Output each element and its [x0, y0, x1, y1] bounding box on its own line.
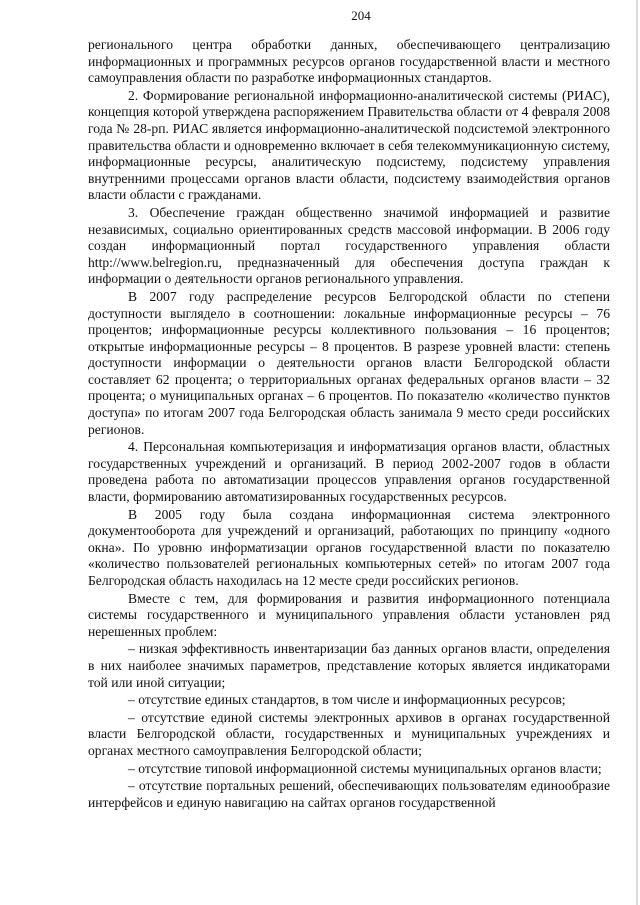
scan-edge	[636, 0, 638, 905]
body-text	[88, 37, 610, 811]
paragraph: 3. Обеспечение граждан общественно значимой информацией и развитие независимых, социально ориентированных средств массовой информации. В 2006 году создан информационный портал государственного управления области http://www.belregion.ru, предназначенный для обеспечения доступа граждан к информации о деятельности органов регионального управления.	[88, 204, 610, 287]
paragraph: Вместе с тем, для формирования и развития информационного потенциала системы государственного и муниципального управления области установлен ряд нерешенных проблем:	[88, 590, 610, 639]
list-item: – отсутствие единых стандартов, в том числе и информационных ресурсов;	[128, 692, 566, 708]
list-item: – низкая эффективность инвентаризации баз данных органов власти, определения в них наиболее значимых параметров, представление которых является индикаторами той или иной ситуации;	[88, 641, 610, 690]
list-item: – отсутствие единой системы электронных архивов в органах государственной власти Белгородской области, государственных и муниципальных учреждениях и органах местного самоуправления Белгородской области;	[88, 709, 610, 758]
page-number: 204	[351, 8, 371, 23]
list-item: – отсутствие портальных решений, обеспечивающих пользователям единообразие интерфейсов и единую навигацию на сайтах органов государственной	[88, 778, 610, 810]
paragraph: В 2005 году была создана информационная система электронного документооборота для учреждений и организаций, работающих по принципу «одного окна». По уровню информатизации органов государственной власти по показателю «количество пользователей региональных компьютерных сетей» по итогам 2007 года Белгородская область находилась на 12 месте среди российских регионов.	[88, 506, 610, 588]
paragraph: 4. Персональная компьютеризация и информатизация органов власти, областных государственных учреждений и организаций. В период 2002-2007 годов в области проведена работа по автоматизации процессов управления органов государственной власти, формированию автоматизированных государственных ресурсов.	[88, 439, 610, 505]
paragraph: В 2007 году распределение ресурсов Белгородской области по степени доступности выглядело в соотношении: локальные информационные ресурсы – 76 процентов; информационные ресурсы коллективного пользования – 16 процентов; открытые информационные ресурсы – 8 процентов. В разрезе уровней власти: степень доступности информации о деятельности органов власти Белгородской области составляет 62 процента; о территориальных органах федеральных органов власти – 32 процента; о муниципальных органах – 6 процентов. По показателю «количество пунктов доступа» по итогам 2007 года Белгородская область занимала 9 место среди российских регионов.	[88, 288, 610, 437]
paragraph: 2. Формирование региональной информационно-аналитической системы (РИАС), концепция которой утверждена распоряжением Правительства области от 4 февраля 2008 года № 28-рп. РИАС является информационно-аналитической подсистемой электронного правительства области и одновременно включает в себя телекоммуникационную систему, информационные ресурсы, аналитическую подсистему, подсистему управления внутренними процессами органов власти области, подсистему взаимодействия органов власти области с гражданами.	[88, 87, 610, 203]
paragraph: регионального центра обработки данных, обеспечивающего централизацию информационных и программных ресурсов органов государственной власти и местного самоуправления области по разработке информационных стандартов.	[88, 37, 610, 86]
list-item: – отсутствие типовой информационной системы муниципальных органов власти;	[128, 760, 602, 776]
